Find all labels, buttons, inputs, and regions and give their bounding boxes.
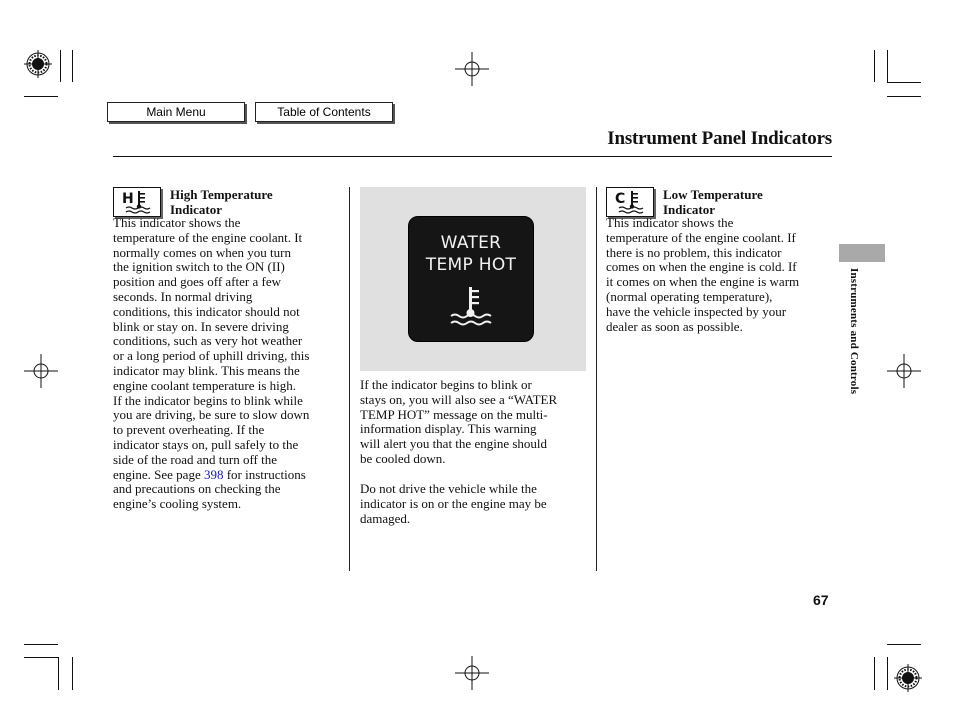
water-temp-hot-display-image [360, 187, 586, 371]
page-398-link[interactable]: 398 [203, 466, 224, 482]
text-line: you are driving, be sure to slow down [113, 407, 310, 423]
high-temperature-heading: High Temperature Indicator [170, 187, 273, 217]
text-line: This indicator shows the [606, 215, 734, 230]
text-line: normally comes on when you turn [113, 244, 291, 260]
registration-target-top-left [24, 50, 52, 78]
text-line: will alert you that the engine should [360, 436, 548, 452]
text-line: and precautions on checking the [113, 481, 281, 497]
text-line: temperature of the engine coolant. It [113, 229, 303, 245]
text-line: be cooled down. [360, 450, 446, 466]
text-line: have the vehicle inspected by your [606, 303, 787, 319]
crosshair-right [887, 354, 921, 388]
svg-text:C: C [615, 191, 626, 207]
text-line: seconds. In normal driving [113, 288, 253, 304]
high-temperature-body [113, 216, 345, 512]
text-line: stays on, you will also see a “WATER [360, 391, 558, 407]
text-line: damaged. [360, 510, 411, 526]
text-line: there is no problem, this indicator [606, 244, 782, 260]
text-line: This indicator shows the [113, 215, 241, 230]
text-line: it comes on when the engine is warm [606, 274, 800, 290]
page-number: 67 [813, 592, 829, 608]
column-divider-left [349, 187, 350, 571]
section-tab-marker [839, 244, 885, 262]
high-temperature-icon [113, 187, 161, 217]
display-message-line-1: WATER [440, 233, 502, 253]
text-line: position and goes off after a few [113, 274, 281, 290]
low-temperature-icon [606, 187, 654, 217]
text-line: indicator may blink. This means the [113, 362, 300, 378]
crosshair-left [24, 354, 58, 388]
text-line: comes on when the engine is cold. If [606, 259, 797, 275]
text-line: Do not drive the vehicle while the [360, 481, 537, 496]
title-rule [113, 156, 832, 157]
text-line: conditions, this indicator should not [113, 303, 300, 319]
registration-target-bottom-right [894, 664, 922, 692]
page-title: Instrument Panel Indicators [607, 128, 832, 149]
text-line: or a long period of uphill driving, this [113, 348, 310, 364]
text-line: If the indicator begins to blink while [113, 392, 303, 408]
text-line: (normal operating temperature), [606, 288, 773, 304]
text-line: side of the road and turn off the [113, 451, 278, 467]
text-line: to prevent overheating. If the [113, 422, 265, 438]
low-temperature-heading: Low Temperature Indicator [663, 187, 763, 217]
main-menu-button[interactable]: Main Menu [107, 102, 245, 122]
water-temp-paragraph-2 [360, 482, 592, 526]
coolant-temperature-icon [447, 285, 495, 329]
text-line: conditions, such as very hot weather [113, 333, 303, 349]
column-divider-right [596, 187, 597, 571]
text-line: TEMP HOT” message on the multi- [360, 406, 548, 422]
text-line: engine’s cooling system. [113, 496, 242, 512]
svg-text:H: H [122, 191, 134, 207]
crosshair-top [455, 52, 489, 86]
text-line: indicator is on or the engine may be [360, 495, 547, 511]
text-line: If the indicator begins to blink or [360, 377, 532, 392]
text-line: information display. This warning [360, 421, 537, 437]
multi-information-display [408, 216, 534, 342]
text-line: temperature of the engine coolant. If [606, 229, 796, 245]
low-temperature-body [606, 216, 838, 334]
text-line: dealer as soon as possible. [606, 318, 743, 334]
section-label: Instruments and Controls [848, 268, 860, 395]
display-message-line-2: TEMP HOT [425, 255, 517, 275]
page-reference-line: engine. See page 398 for instructions [113, 466, 306, 482]
text-line: engine coolant temperature is high. [113, 377, 297, 393]
water-temp-paragraph-1 [360, 378, 592, 467]
text-line: blink or stay on. In severe driving [113, 318, 289, 334]
crosshair-bottom [455, 656, 489, 690]
text-line: indicator stays on, pull safely to the [113, 436, 299, 452]
text-line: the ignition switch to the ON (II) [113, 259, 285, 275]
table-of-contents-button[interactable]: Table of Contents [255, 102, 393, 122]
